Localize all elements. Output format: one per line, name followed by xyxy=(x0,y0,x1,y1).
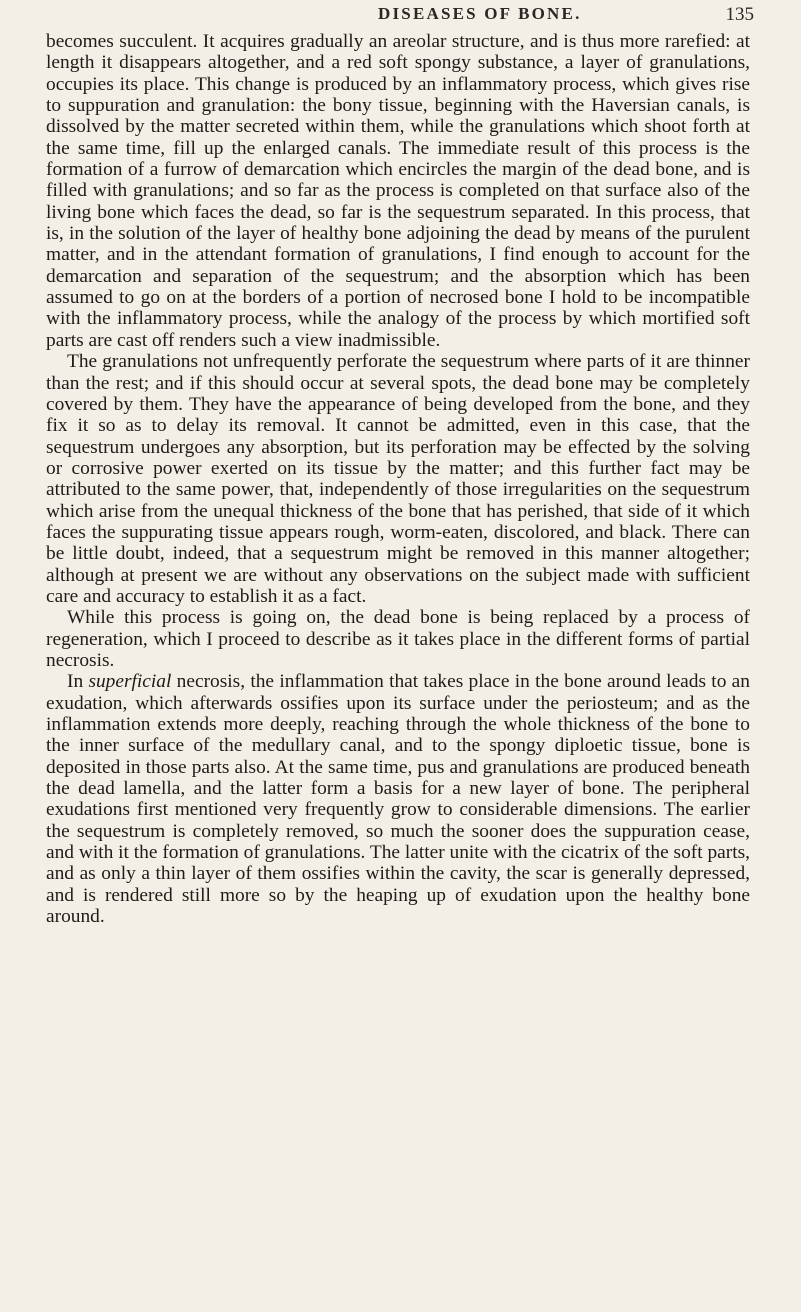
paragraph-body: necrosis, the inflammation that takes place in the bone around leads to an exudation, which afterwards ossifies upon its surface under the periosteum; and as the inflammation extends more deeply, reaching through the whole thickness of the bone to the inner surface of the medullary canal, and to the spongy diploetic tissue, bone is deposited in those parts also. At the same time, pus and granulations are produced beneath the dead lamella, and the latter form a basis for a new layer of bone. The peripheral exudations first mentioned very frequently grow to considerable dimensions. The earlier the sequestrum is completely removed, so much the sooner does the suppuration cease, and with it the formation of granulations. The latter unite with the cicatrix of the soft parts, and as only a thin layer of them ossifies within the cavity, the scar is generally depressed, and is rendered still more so by the heaping up of exudation upon the healthy bone around. xyxy=(46,671,750,928)
running-header: DISEASES OF BONE. xyxy=(378,4,582,23)
paragraph-lead: In xyxy=(67,671,89,693)
page-number: 135 xyxy=(725,4,754,25)
italic-term: superficial xyxy=(88,671,172,693)
paragraph-superficial-necrosis xyxy=(46,671,750,927)
paragraph-continuation: becomes succulent. It acquires gradually an areolar structure, and is thus more rarefied: at length it disappears altogether, and a red soft spongy substance, a layer of granulations, occupies its place. This change is produced by an inflammatory process, which gives rise to suppuration and granulation: the bony tissue, beginning with the Haversian canals, is dissolved by the matter secreted within them, while the granulations which shoot forth at the same time, fill up the enlarged canals. The immediate result of this process is the formation of a furrow of demarcation which encircles the margin of the dead bone, and is filled with granulations; and so far as the process is completed on that surface also of the living bone which faces the dead, so far is the sequestrum separated. In this process, that is, in the solution of the layer of healthy bone adjoining the dead by means of the purulent matter, and in the attendant formation of granulations, I find enough to account for the demarcation and separation of the sequestrum; and the absorption which has been assumed to go on at the borders of a portion of necrosed bone I hold to be incompatible with the inflammatory process, while the analogy of the process by which mortified soft parts are cast off renders such a view inadmissible. xyxy=(46,31,750,351)
paragraph-granulations: The granulations not unfrequently perforate the sequestrum where parts of it are thinner than the rest; and if this should occur at several spots, the dead bone may be completely covered by them. They have the appearance of being developed from the bone, and they fix it so as to delay its removal. It cannot be admitted, even in this case, that the sequestrum undergoes any absorption, but its perforation may be effected by the solving or corrosive power exerted on its tissue by the matter; and this further fact may be attributed to the same power, that, independently of those irregularities on the sequestrum which arise from the unequal thickness of the bone that has perished, that side of it which faces the suppurating tissue appears rough, worm-eaten, discolored, and black. There can be little doubt, indeed, that a sequestrum might be removed in this manner altogether; although at present we are without any observations on the subject made with sufficient care and accuracy to establish it as a fact. xyxy=(46,351,750,607)
body-text xyxy=(46,31,750,927)
paragraph-regeneration: While this process is going on, the dead bone is being replaced by a process of regeneration, which I proceed to describe as it takes place in the different forms of partial necrosis. xyxy=(46,607,750,671)
